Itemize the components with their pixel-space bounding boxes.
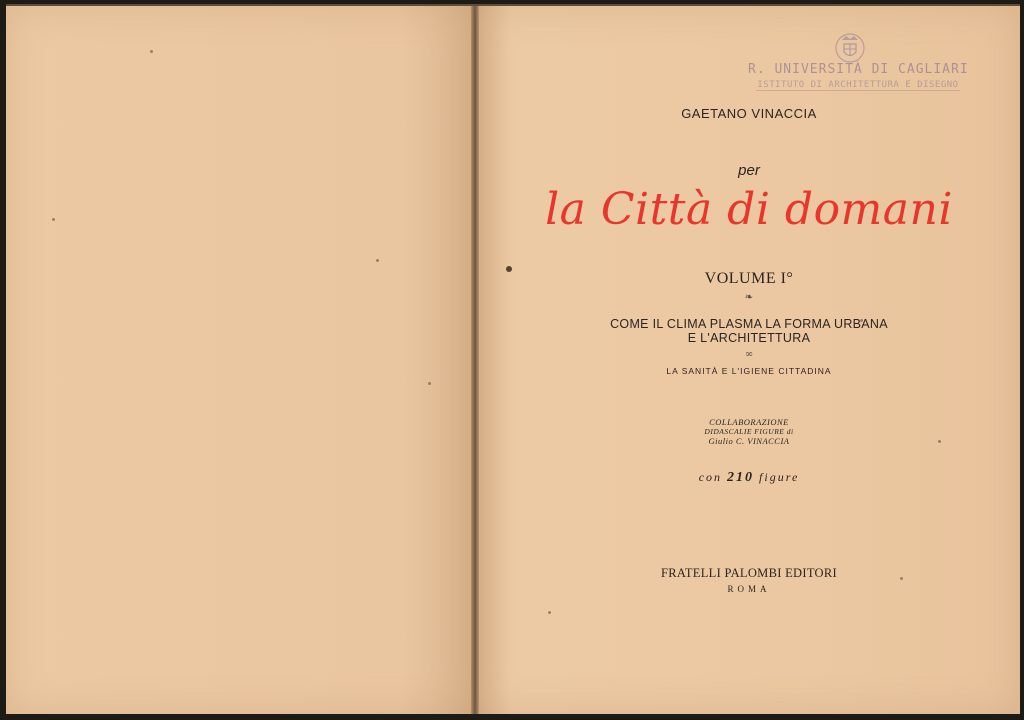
divider-ornament: ∞ — [744, 349, 754, 360]
stamp-institute-text: ISTITUTO DI ARCHITETTURA E DISEGNO — [757, 80, 959, 90]
publication-city: ROMA — [727, 584, 771, 594]
collaboration-captions: DIDASCALIE FIGURE di — [704, 427, 794, 436]
publisher-name: FRATELLI PALOMBI EDITORI — [661, 566, 837, 580]
paper-speck — [428, 382, 431, 385]
library-stamp — [748, 28, 968, 108]
subtitle-line-2: E L'ARCHITETTURA — [687, 331, 811, 345]
figures-suffix: figure — [759, 470, 800, 484]
paper-speck — [52, 218, 55, 221]
paper-speck — [376, 259, 379, 262]
fleuron-ornament: ❧ — [744, 292, 754, 303]
coat-of-arms-icon — [832, 28, 868, 64]
title-preposition: per — [738, 162, 760, 179]
figures-count: 210 — [727, 470, 755, 485]
figures-prefix: con — [698, 470, 723, 484]
book-title: la Città di domani — [545, 184, 953, 235]
collaborator-name: Giulio C. VINACCIA — [708, 436, 790, 446]
collaboration-heading: COLLABORAZIONE — [709, 417, 789, 427]
left-blank-page — [6, 6, 472, 714]
author-name: GAETANO VINACCIA — [681, 106, 817, 121]
paper-speck — [548, 611, 551, 614]
subtitle-line-1: COME IL CLIMA PLASMA LA FORMA URBANA — [610, 317, 888, 331]
paper-speck — [150, 50, 153, 53]
volume-number: VOLUME I° — [704, 270, 794, 287]
stamp-university-text: R. UNIVERSITÀ DI CAGLIARI — [748, 62, 969, 77]
figures-count-line — [478, 470, 1020, 486]
subtitle-line-3: LA SANITÀ E L'IGIENE CITTADINA — [666, 366, 832, 376]
